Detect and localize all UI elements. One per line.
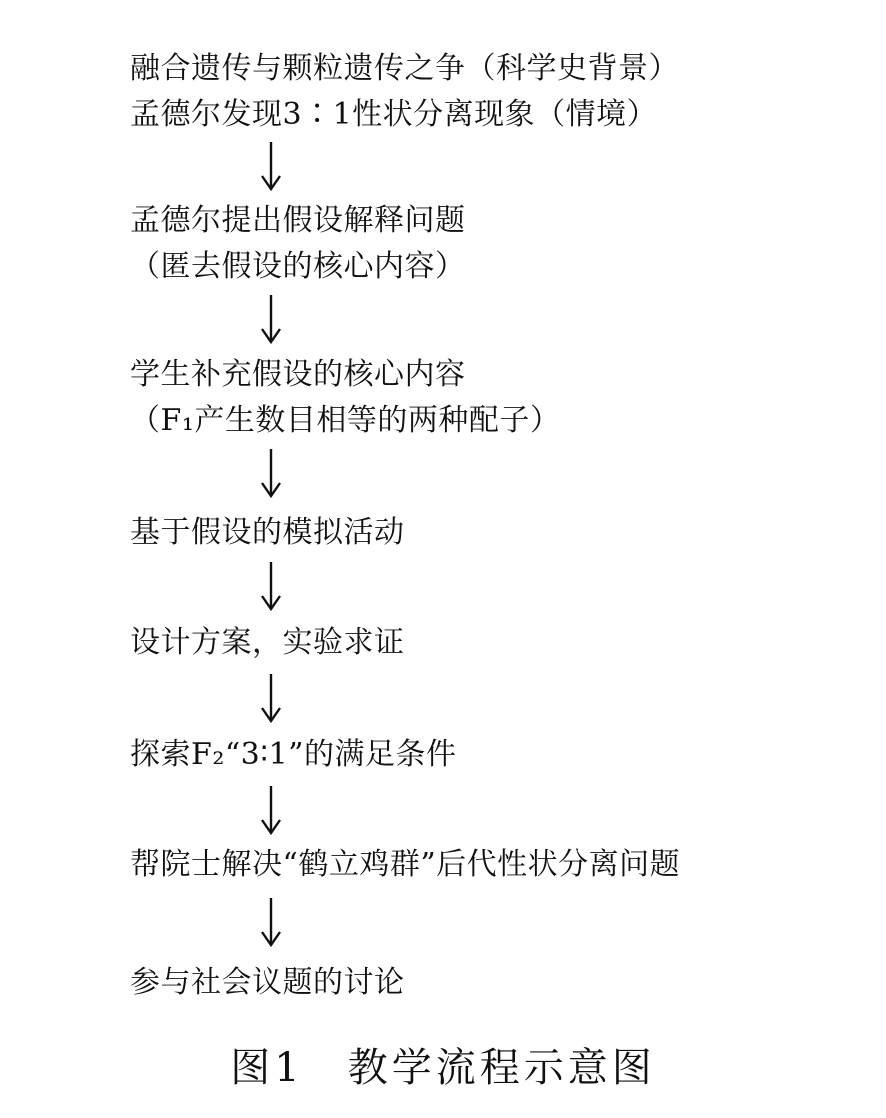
step-8 [130, 960, 405, 1006]
step-6-line-1: 探索F₂“3∶1”的满足条件 [130, 737, 457, 772]
down-arrow-icon [253, 447, 289, 499]
step-8-line-1: 参与社会议题的讨论 [130, 965, 405, 1000]
step-3-line-2: （F₁产生数目相等的两种配子） [130, 403, 561, 438]
step-3 [130, 352, 560, 444]
down-arrow-icon [253, 672, 289, 724]
step-5 [130, 620, 405, 666]
down-arrow-icon [253, 140, 289, 192]
step-2 [130, 198, 466, 290]
figure-title: 教学流程示意图 [347, 1045, 656, 1091]
down-arrow-icon [253, 560, 289, 612]
step-2-line-2: （匿去假设的核心内容） [130, 249, 466, 284]
down-arrow-icon [253, 293, 289, 345]
step-3-line-1: 学生补充假设的核心内容 [130, 357, 466, 392]
step-6 [130, 732, 457, 778]
step-5-line-1: 设计方案，实验求证 [130, 625, 405, 660]
step-1 [130, 46, 679, 138]
step-4 [130, 510, 405, 556]
down-arrow-icon [253, 896, 289, 948]
figure-number: 图1 [230, 1045, 304, 1091]
figure-caption [0, 1040, 886, 1096]
step-1-line-2: 孟德尔发现3∶1性状分离现象（情境） [130, 97, 658, 132]
down-arrow-icon [253, 784, 289, 836]
step-4-line-1: 基于假设的模拟活动 [130, 515, 405, 550]
step-7 [130, 842, 680, 888]
step-2-line-1: 孟德尔提出假设解释问题 [130, 203, 466, 238]
step-1-line-1: 融合遗传与颗粒遗传之争（科学史背景） [130, 51, 679, 86]
step-7-line-1: 帮院士解决“鹤立鸡群”后代性状分离问题 [130, 847, 681, 882]
